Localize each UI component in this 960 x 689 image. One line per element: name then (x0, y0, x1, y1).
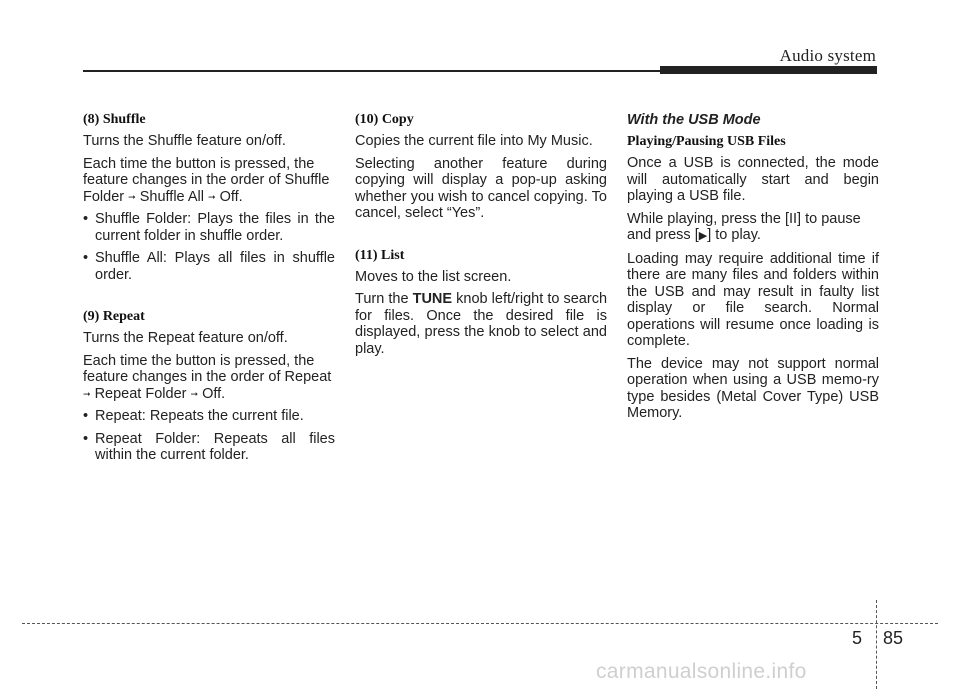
usb-loading-info: Loading may require additional time if there are many files and folders within the USB and may result in faulty list display or file search. Normal operations will resume once loading is complete. (627, 250, 879, 349)
tune-knob-label: TUNE (412, 291, 453, 307)
list-item: • Shuffle All: Plays all files in shuffle order. (83, 250, 335, 283)
shuffle-seq-2: Shuffle All (139, 188, 204, 205)
footer-rule (22, 623, 938, 624)
list-tune-info (355, 291, 607, 357)
usb-auto-start-info: Once a USB is connected, the mode will automatically start and begin playing a USB file. (627, 155, 879, 204)
repeat-description: Turns the Repeat feature on/off. (83, 330, 288, 346)
list-item: • Repeat Folder: Repeats all files within the current folder. (83, 431, 335, 464)
arrow-icon: ➞ (128, 191, 136, 202)
tune-text-post: knob left/right to search for files. Once the desired file is displayed, press the knob to select and play. (355, 291, 608, 357)
play-icon: ▶ (698, 230, 708, 242)
header-rule-thick (660, 66, 877, 74)
page-number: 85 (883, 628, 904, 648)
repeat-seq-1: Repeat (284, 369, 332, 385)
list-description: Moves to the list screen. (355, 268, 512, 285)
tune-text-pre: Turn the (355, 291, 409, 307)
column-1 (83, 112, 335, 470)
repeat-heading: (9) Repeat (83, 309, 145, 324)
column-3 (627, 112, 879, 428)
watermark: carmanualsonline.info (596, 660, 807, 683)
shuffle-order-text: Each time the button is pressed, the feature changes in the order of (83, 155, 315, 188)
usb-play-pause-post: ] to play. (707, 227, 761, 243)
header-rule (83, 70, 660, 72)
repeat-seq-2: Repeat Folder (94, 385, 187, 402)
shuffle-seq-1: Shuffle Folder (83, 172, 330, 205)
repeat-order-paragraph (83, 353, 335, 403)
footer-divider (876, 600, 877, 689)
list-item: • Repeat: Repeats the current file. (83, 408, 335, 425)
shuffle-seq-3: Off. (219, 188, 243, 205)
arrow-icon: ➞ (83, 388, 91, 399)
column-2 (355, 112, 607, 363)
usb-device-support-info: The device may not support normal operation when using a USB memo-ry type besides (Metal Cover Type) USB Memory. (627, 355, 879, 421)
usb-play-pause-info (627, 211, 879, 245)
shuffle-heading: (8) Shuffle (83, 112, 146, 127)
list-heading: (11) List (355, 247, 405, 263)
usb-mode-heading: With the USB Mode (627, 112, 761, 128)
section-title: Audio system (779, 46, 876, 65)
copy-heading: (10) Copy (355, 112, 414, 127)
repeat-order-text: Each time the button is pressed, the feature changes in the order of (83, 352, 315, 385)
chapter-number: 5 (852, 628, 863, 648)
arrow-icon: ➞ (207, 191, 216, 202)
shuffle-bullet-list (83, 211, 335, 283)
usb-play-pause-heading: Playing/Pausing USB Files (627, 134, 786, 149)
arrow-icon: ➞ (190, 388, 199, 399)
list-item: • Shuffle Folder: Plays the files in the current folder in shuffle order. (83, 211, 335, 244)
copy-description: Copies the current file into My Music. (355, 133, 593, 149)
shuffle-order-paragraph (83, 156, 335, 206)
repeat-seq-3: Off. (202, 385, 226, 402)
shuffle-description: Turns the Shuffle feature on/off. (83, 133, 286, 149)
repeat-bullet-list (83, 408, 335, 464)
copy-cancel-info: Selecting another feature during copying will display a pop-up asking whether you wish to cancel copying. To cancel, select “Yes”. (355, 155, 607, 221)
usb-play-pause-pre: While playing, press the [II] to pause and press [ (627, 210, 861, 243)
